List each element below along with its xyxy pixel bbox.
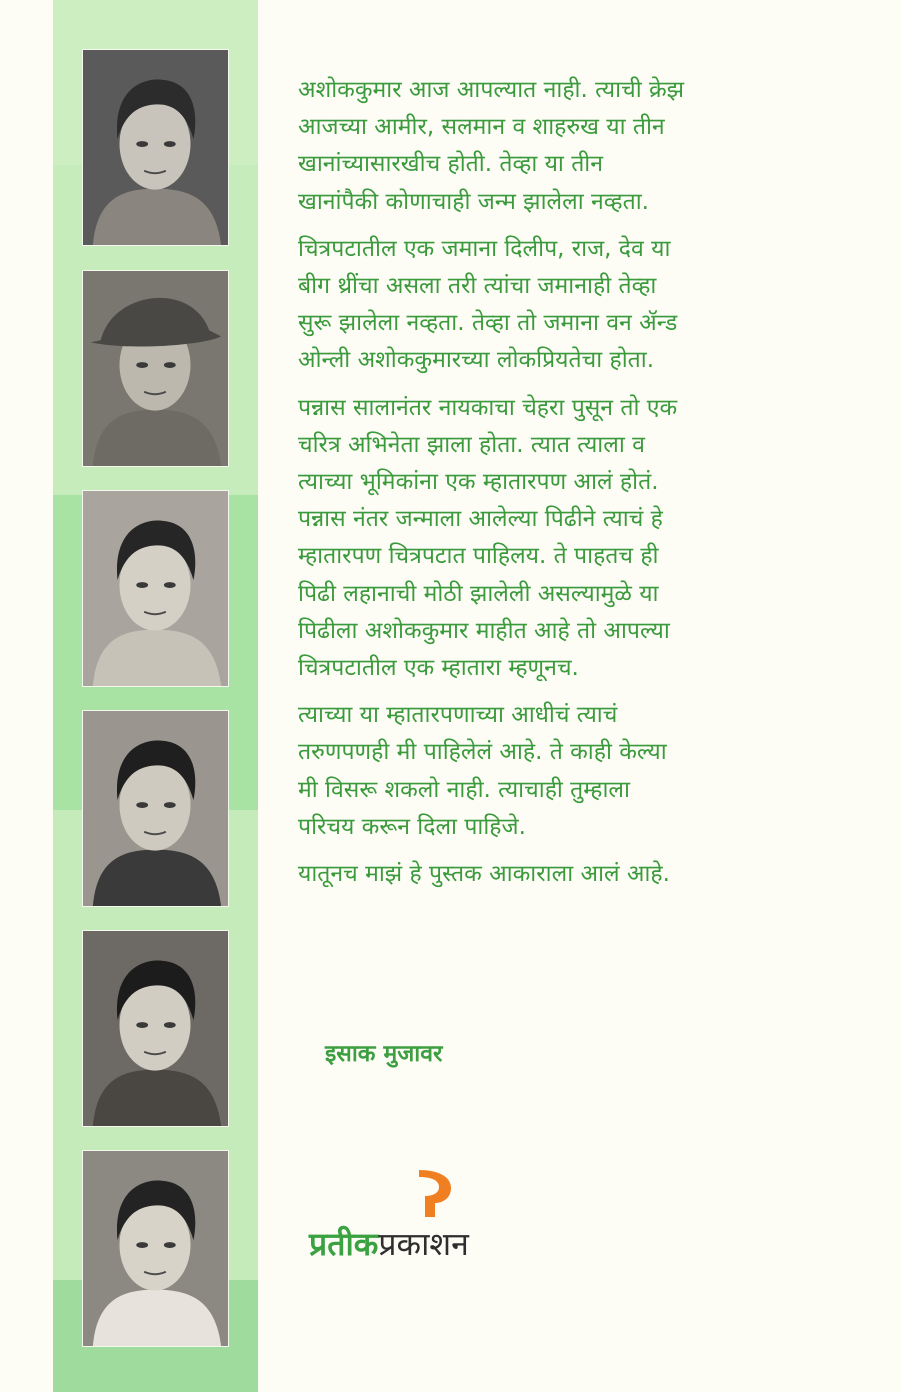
text-line: त्याच्या भूमिकांना एक म्हातारपण आलं होतं. (298, 469, 659, 496)
text-line: पिढीला अशोककुमार माहीत आहे तो आपल्या (298, 617, 670, 644)
text-line: यातूनच माझं हे पुस्तक आकाराला आलं आहे. (298, 861, 670, 888)
text-line: खानांच्यासारखीच होती. तेव्हा या तीन (298, 151, 604, 178)
text-line: त्याच्या या म्हातारपणाच्या आधीचं त्याचं (298, 702, 618, 729)
text-line: पन्नास नंतर जन्माला आलेल्या पिढीने त्याचं हे (298, 506, 663, 533)
paragraph-4 (298, 697, 868, 846)
photo-eye-left (136, 582, 148, 588)
portrait-image (83, 1151, 228, 1346)
text-line: चरित्र अभिनेता झाला होता. त्यात त्याला व (298, 431, 645, 458)
portrait-image (83, 271, 228, 466)
text-line: पन्नास सालानंतर नायकाचा चेहरा पुसून तो एक (298, 394, 678, 421)
text-line: ओन्ली अशोककुमारच्या लोकप्रियतेचा होता. (298, 347, 655, 374)
portrait-photo-2 (82, 270, 229, 467)
text-line: चित्रपटातील एक जमाना दिलीप, राज, देव या (298, 235, 671, 262)
photo-eye-left (136, 1242, 148, 1248)
paragraph-2 (298, 231, 868, 380)
text-line: म्हातारपण चित्रपटात पाहिलय. ते पाहतच ही (298, 543, 659, 570)
portrait-photo-4 (82, 710, 229, 907)
publisher-name (309, 1222, 469, 1265)
photo-eye-right (164, 1022, 176, 1028)
portrait-photo-3 (82, 490, 229, 687)
portrait-image (83, 491, 228, 686)
photo-eye-left (136, 362, 148, 368)
text-line: खानांपैकी कोणाचाही जन्म झालेला नव्हता. (298, 188, 649, 215)
blurb-text (298, 72, 868, 903)
photo-eye-right (164, 362, 176, 368)
portrait-photo-1 (82, 49, 229, 246)
portrait-image (83, 50, 228, 245)
photo-eye-right (164, 582, 176, 588)
text-line: आजच्या आमीर, सलमान व शाहरुख या तीन (298, 114, 665, 141)
text-line: बीग थ्रींचा असला तरी त्यांचा जमानाही तेव्हा (298, 273, 657, 300)
portrait-image (83, 711, 228, 906)
author-name: इसाक मुजावर (325, 1041, 443, 1067)
portrait-photo-5 (82, 930, 229, 1127)
photo-eye-right (164, 141, 176, 147)
portrait-photo-6 (82, 1150, 229, 1347)
publisher-name-part2: प्रकाशन (378, 1225, 469, 1263)
portrait-image (83, 931, 228, 1126)
paragraph-5 (298, 856, 868, 893)
photo-eye-left (136, 141, 148, 147)
text-line: परिचय करून दिला पाहिजे. (298, 813, 526, 840)
photo-eye-left (136, 802, 148, 808)
photo-eye-right (164, 1242, 176, 1248)
publisher-name-part1: प्रतीक (309, 1225, 379, 1263)
text-line: सुरू झालेला नव्हता. तेव्हा तो जमाना वन ॲन्ड (298, 310, 678, 337)
paragraph-1 (298, 72, 868, 221)
photo-eye-left (136, 1022, 148, 1028)
publisher-logo (305, 1170, 565, 1270)
text-line: चित्रपटातील एक म्हातारा म्हणूनच. (298, 655, 579, 682)
text-line: अशोककुमार आज आपल्यात नाही. त्याची क्रेझ (298, 77, 685, 103)
text-line: पिढी लहानाची मोठी झालेली असल्यामुळे या (298, 580, 659, 607)
orange-p-mark-icon (415, 1170, 455, 1218)
text-line: तरुणपणही मी पाहिलेलं आहे. ते काही केल्या (298, 739, 667, 766)
paragraph-3 (298, 390, 868, 688)
photo-eye-right (164, 802, 176, 808)
text-line: मी विसरू शकलो नाही. त्याचाही तुम्हाला (298, 776, 630, 803)
